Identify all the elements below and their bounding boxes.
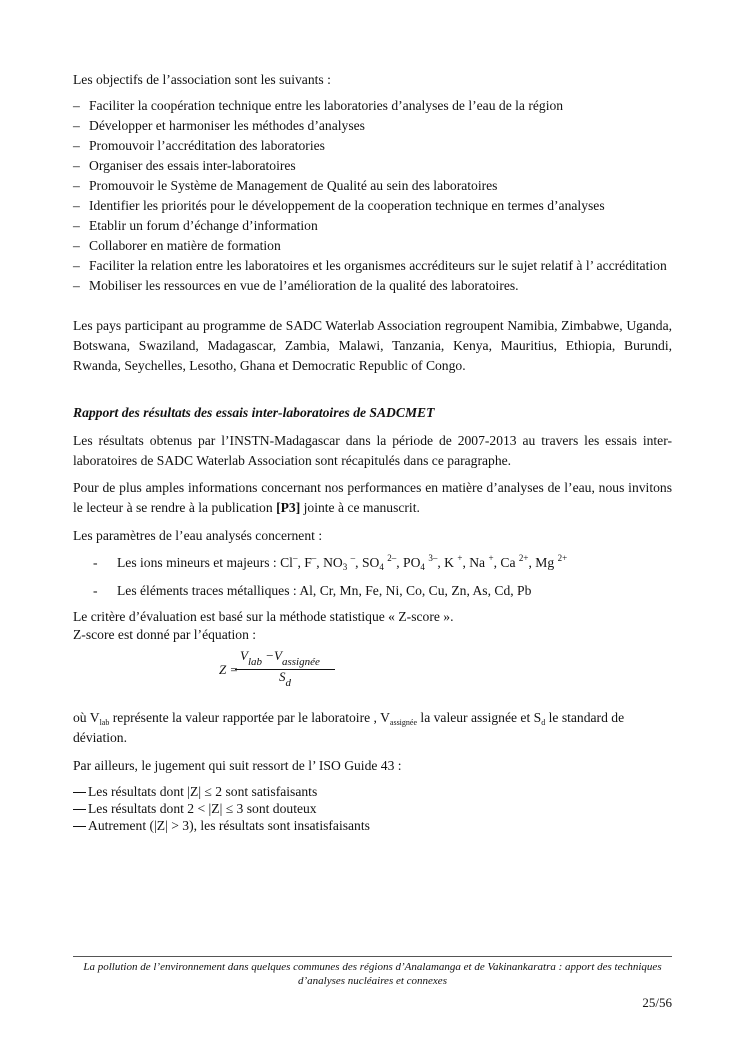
list-item: Autrement (|Z| > 3), les résultats sont insatisfaisants	[73, 817, 370, 834]
dash-bar	[73, 826, 86, 827]
running-footer: La pollution de l’environnement dans quelques communes des régions d’Analamanga et de Vakinankaratra : apport des techniques d’analyses nucléaires et connexes	[83, 961, 662, 987]
dash-bar	[73, 809, 86, 810]
countries-paragraph: Les pays participant au programme de SADC Waterlab Association regroupent Namibia, Zimbabwe, Uganda, Botswana, Swaziland, Madagascar, Zambia, Malawi, Tanzania, Kenya, Mauritius, Ethiopia, Burundi, Rwanda, Seychelles, Lesotho, Ghana et Democratic Republic of Congo.	[73, 318, 672, 373]
list-item: Les résultats dont 2 < |Z| ≤ 3 sont douteux	[73, 800, 370, 817]
trace-elements-item: - Les éléments traces métalliques : Al, Cr, Mn, Fe, Ni, Co, Cu, Zn, As, Cd, Pb	[93, 581, 531, 601]
publication-reference: [P3]	[276, 500, 301, 515]
results-intro-paragraph: Les résultats obtenus par l’INSTN-Madagascar dans la période de 2007-2013 au travers les essais inter-laboratoires de SADC Waterlab Association sont récapitulés dans ce paragraphe.	[73, 433, 672, 468]
item-dash: -	[93, 583, 98, 598]
list-item: – Mobiliser les ressources en vue de l’amélioration de la qualité des laboratoires.	[73, 276, 672, 296]
bullet-dash: –	[73, 258, 80, 273]
bullet-dash: –	[73, 118, 80, 133]
dash-bar	[73, 792, 86, 793]
list-item: – Promouvoir l’accréditation des laboratories	[73, 136, 672, 156]
list-item: Les résultats dont |Z| ≤ 2 sont satisfaisants	[73, 783, 370, 800]
list-item: – Développer et harmoniser les méthodes d’analyses	[73, 116, 672, 136]
list-item: – Promouvoir le Système de Management de Qualité au sein des laboratoires	[73, 176, 672, 196]
publication-paragraph: Pour de plus amples informations concernant nos performances en matière d’analyses de l’eau, nous invitons le lecteur à se rendre à la publication [P3] jointe à ce manuscrit.	[73, 480, 672, 515]
objectives-list	[73, 96, 672, 296]
z-score-equation	[219, 648, 339, 698]
bullet-dash: –	[73, 178, 80, 193]
page-number: 25/56	[642, 995, 672, 1010]
list-item: – Etablir un forum d’échange d’information	[73, 216, 672, 236]
list-item: – Organiser des essais inter-laboratoires	[73, 156, 672, 176]
section-title: Rapport des résultats des essais inter-laboratoires de SADCMET	[73, 405, 435, 420]
variable-definitions: où $V_{lab}$ représente la valeur rapportée par le laboratoire , $V_{assignée}$ la valeur assignée et $S_d$ le standard de déviation.	[73, 710, 625, 745]
objectives-intro: Les objectifs de l’association sont les suivants :	[73, 72, 331, 87]
bullet-dash: –	[73, 138, 80, 153]
equation-intro: Z-score est donné par l’équation :	[73, 627, 257, 642]
bullet-dash: –	[73, 158, 80, 173]
z-score-results-list	[73, 783, 370, 834]
list-item: – Faciliter la coopération technique entre les laboratories d’analyses de l’eau de la région	[73, 96, 672, 116]
equation-lhs: Z =	[219, 662, 239, 677]
ions-item: - Les ions mineurs et majeurs : Cl–, F–, $NO_3$ –, $SO_4$ $^{2-}$, $PO_4$ $^{3-}$, K +, Na +, Ca $^{2+}$, Mg $^{2+}$	[93, 553, 568, 572]
bullet-dash: –	[73, 98, 80, 113]
document-page	[73, 0, 672, 1053]
item-dash: -	[93, 555, 98, 570]
parameters-intro: Les paramètres de l’eau analysés concernent :	[73, 528, 323, 543]
footer-divider	[73, 956, 672, 957]
iso-guide-intro: Par ailleurs, le jugement qui suit ressort de l’ ISO Guide 43 :	[73, 758, 402, 773]
bullet-dash: –	[73, 238, 80, 253]
equation-denominator: $S_d$	[279, 669, 291, 689]
bullet-dash: –	[73, 218, 80, 233]
criterion-text: Le critère d’évaluation est basé sur la méthode statistique « Z-score ».	[73, 609, 454, 624]
list-item: – Collaborer en matière de formation	[73, 236, 672, 256]
list-item: – Identifier les priorités pour le développement de la cooperation technique en termes d’analyses	[73, 196, 672, 216]
bullet-dash: –	[73, 198, 80, 213]
list-item: – Faciliter la relation entre les laboratoires et les organismes accréditeurs sur le sujet relatif à l’ accréditation	[73, 256, 672, 276]
equation-numerator: $V_{lab} -V_{assignée}$	[240, 648, 320, 668]
bullet-dash: –	[73, 278, 80, 293]
